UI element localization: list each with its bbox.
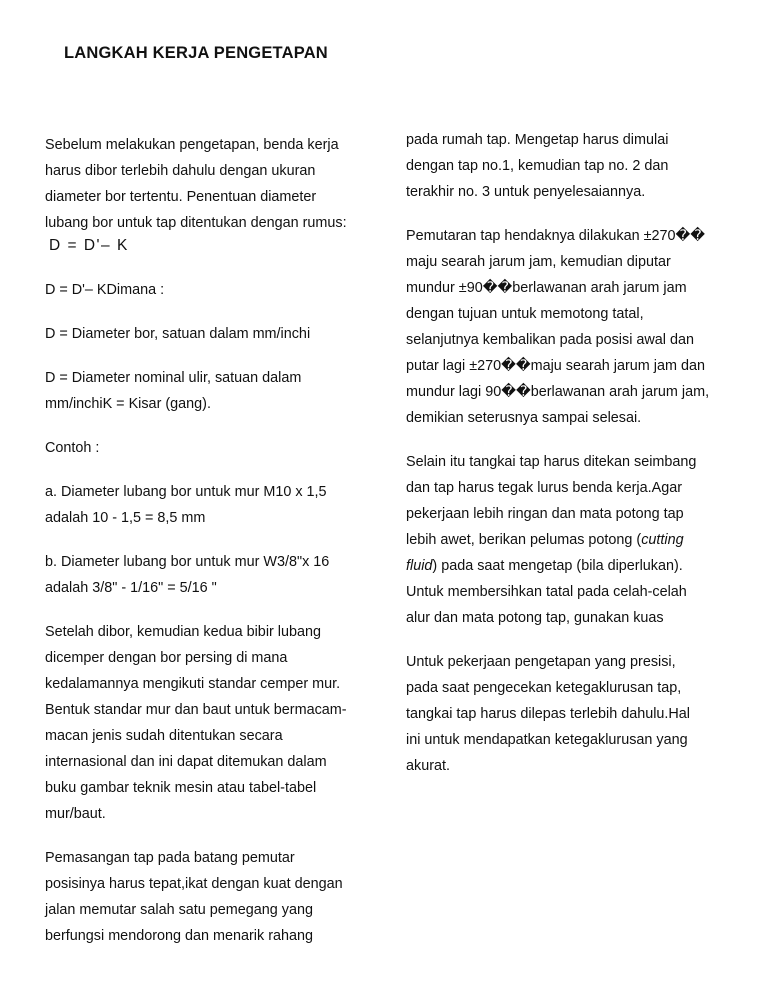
paragraph-cemper <box>45 619 371 827</box>
text-line: lubang bor untuk tap ditentukan dengan rumus: <box>45 215 347 231</box>
text-line: mundur lagi 90��berlawanan arah jarum jam, <box>406 384 710 400</box>
text-line <box>406 527 734 553</box>
italic-term: fluid <box>406 558 433 574</box>
paragraph-rumah-tap <box>406 127 734 205</box>
text-line: ini untuk mendapatkan ketegaklurusan yang <box>406 732 688 748</box>
text-line: tangkai tap harus dilepas terlebih dahulu.Hal <box>406 706 691 722</box>
text-line: dan tap harus tegak lurus benda kerja.Agar <box>406 480 683 496</box>
text-line: jalan memutar salah satu pemegang yang <box>45 902 313 918</box>
paragraph-pemasangan <box>45 845 371 949</box>
text-line: diameter bor tertentu. Penentuan diameter <box>45 189 317 205</box>
text-segment: lebih awet, berikan pelumas potong ( <box>406 532 642 548</box>
paragraph-contoh: Contoh : <box>45 440 100 456</box>
page-title: LANGKAH KERJA PENGETAPAN <box>64 44 328 62</box>
italic-term: cutting <box>641 532 684 548</box>
paragraph-pemutaran <box>406 223 734 431</box>
text-line: terakhir no. 3 untuk penyelesaiannya. <box>406 184 646 200</box>
text-line: berfungsi mendorong dan menarik rahang <box>45 928 313 944</box>
text-line: posisinya harus tepat,ikat dengan kuat dengan <box>45 876 343 892</box>
text-segment: ) pada saat mengetap (bila diperlukan). <box>432 558 683 574</box>
text-line: buku gambar teknik mesin atau tabel-tabel <box>45 780 317 796</box>
text-line: putar lagi ±270��maju searah jarum jam dan <box>406 358 705 374</box>
text-line: pada saat pengecekan ketegaklurusan tap, <box>406 680 682 696</box>
text-line: pada rumah tap. Mengetap harus dimulai <box>406 132 669 148</box>
text-line: mm/inchiK = Kisar (gang). <box>45 396 211 412</box>
text-line: Selain itu tangkai tap harus ditekan seimbang <box>406 454 697 470</box>
text-line: adalah 3/8" - 1/16" = 5/16 " <box>45 580 217 596</box>
text-line: kedalamannya mengikuti standar cemper mur. <box>45 676 341 692</box>
paragraph-intro <box>45 132 371 236</box>
text-line: maju searah jarum jam, kemudian diputar <box>406 254 671 270</box>
text-line: akurat. <box>406 758 450 774</box>
paragraph-presisi <box>406 649 734 779</box>
text-line: Setelah dibor, kemudian kedua bibir lubang <box>45 624 322 640</box>
text-line: macan jenis sudah ditentukan secara <box>45 728 283 744</box>
paragraph-definition-nominal <box>45 365 371 417</box>
text-line: Bentuk standar mur dan baut untuk bermacam- <box>45 702 347 718</box>
text-line: mundur ±90��berlawanan arah jarum jam <box>406 280 687 296</box>
paragraph-selain-itu <box>406 449 734 631</box>
paragraph-example-b <box>45 549 371 601</box>
paragraph-example-a <box>45 479 371 531</box>
left-column <box>45 132 371 967</box>
text-line: adalah 10 - 1,5 = 8,5 mm <box>45 510 206 526</box>
paragraph-definition-bor: D = Diameter bor, satuan dalam mm/inchi <box>45 326 311 342</box>
text-line: harus dibor terlebih dahulu dengan ukuran <box>45 163 316 179</box>
text-line: dengan tujuan untuk memotong tatal, <box>406 306 644 322</box>
text-line: selanjutnya kembalikan pada posisi awal dan <box>406 332 694 348</box>
text-line: Sebelum melakukan pengetapan, benda kerja <box>45 137 339 153</box>
text-line: b. Diameter lubang bor untuk mur W3/8"x 16 <box>45 554 330 570</box>
text-line: pekerjaan lebih ringan dan mata potong tap <box>406 506 684 522</box>
formula: D = D'– K <box>49 237 129 254</box>
text-line: Pemasangan tap pada batang pemutar <box>45 850 295 866</box>
text-line: D = Diameter nominal ulir, satuan dalam <box>45 370 302 386</box>
right-column <box>406 127 734 797</box>
text-line: Pemutaran tap hendaknya dilakukan ±270�� <box>406 228 706 244</box>
text-line: internasional dan ini dapat ditemukan dalam <box>45 754 327 770</box>
text-line <box>406 553 734 579</box>
text-line: mur/baut. <box>45 806 106 822</box>
text-line: a. Diameter lubang bor untuk mur M10 x 1,5 <box>45 484 327 500</box>
text-line: alur dan mata potong tap, gunakan kuas <box>406 610 664 626</box>
text-line: dengan tap no.1, kemudian tap no. 2 dan <box>406 158 669 174</box>
text-line: dicemper dengan bor persing di mana <box>45 650 288 666</box>
text-line: Untuk membersihkan tatal pada celah-celah <box>406 584 687 600</box>
paragraph-dimana: D = D'– KDimana : <box>45 282 165 298</box>
text-line: Untuk pekerjaan pengetapan yang presisi, <box>406 654 676 670</box>
text-line: demikian seterusnya sampai selesai. <box>406 410 642 426</box>
